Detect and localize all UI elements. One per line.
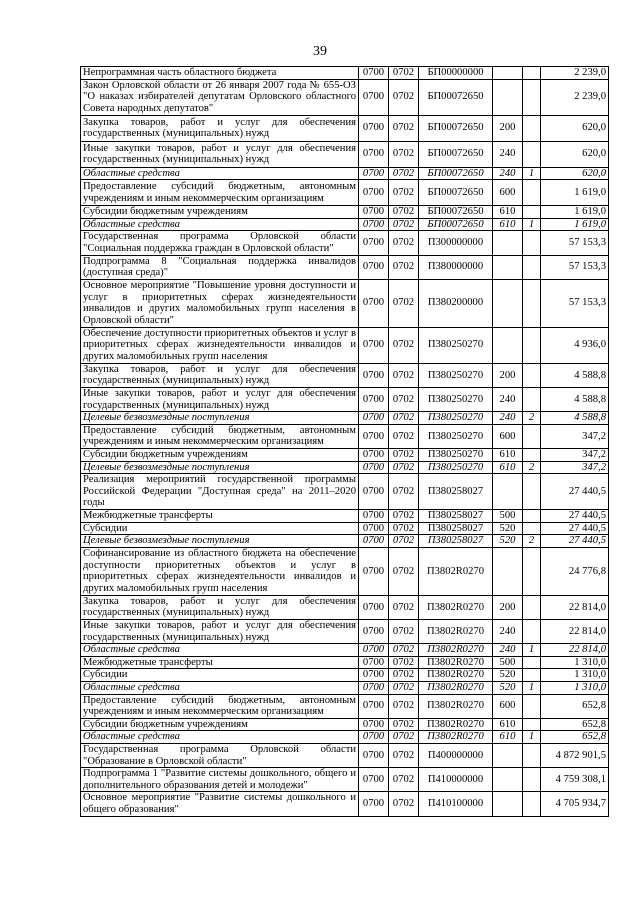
amount-cell: 4 872 901,5 (541, 744, 609, 768)
table-row (81, 744, 609, 768)
funding-source-cell (523, 744, 541, 768)
expense-type-cell: 520 (493, 669, 523, 682)
subsection-code-cell: 0702 (389, 669, 419, 682)
item-name-cell: Областные средства (81, 682, 359, 695)
section-code-cell: 0700 (359, 387, 389, 411)
table-row (81, 141, 609, 167)
expense-type-cell: 200 (493, 363, 523, 387)
expense-type-cell (493, 231, 523, 255)
section-code-cell: 0700 (359, 279, 389, 327)
amount-cell: 57 153,3 (541, 231, 609, 255)
subsection-code-cell: 0702 (389, 656, 419, 669)
target-article-cell: П380250270 (419, 327, 493, 363)
funding-source-cell (523, 363, 541, 387)
amount-cell: 1 619,0 (541, 180, 609, 206)
expense-type-cell: 610 (493, 731, 523, 744)
amount-cell: 4 936,0 (541, 327, 609, 363)
target-article-cell: П3802R0270 (419, 547, 493, 595)
amount-cell: 652,8 (541, 718, 609, 731)
target-article-cell: П380250270 (419, 412, 493, 425)
section-code-cell: 0700 (359, 218, 389, 231)
target-article-cell: БП00072650 (419, 79, 493, 115)
expense-type-cell: 240 (493, 141, 523, 167)
item-name-cell: Закупка товаров, работ и услуг для обеспечения государственных (муниципальных) нужд (81, 115, 359, 141)
item-name-cell: Закупка товаров, работ и услуг для обеспечения государственных (муниципальных) нужд (81, 363, 359, 387)
funding-source-cell (523, 669, 541, 682)
section-code-cell: 0700 (359, 412, 389, 425)
subsection-code-cell: 0702 (389, 412, 419, 425)
subsection-code-cell: 0702 (389, 620, 419, 644)
target-article-cell: П380250270 (419, 363, 493, 387)
section-code-cell: 0700 (359, 206, 389, 219)
subsection-code-cell: 0702 (389, 547, 419, 595)
funding-source-cell (523, 474, 541, 510)
funding-source-cell (523, 522, 541, 535)
expense-type-cell (493, 327, 523, 363)
section-code-cell: 0700 (359, 510, 389, 523)
table-row (81, 731, 609, 744)
expense-type-cell: 600 (493, 694, 523, 718)
target-article-cell: П3802R0270 (419, 656, 493, 669)
funding-source-cell (523, 718, 541, 731)
item-name-cell: Областные средства (81, 644, 359, 657)
section-code-cell: 0700 (359, 522, 389, 535)
expense-type-cell (493, 79, 523, 115)
expense-type-cell: 600 (493, 180, 523, 206)
table-row (81, 595, 609, 619)
target-article-cell: П410000000 (419, 768, 493, 792)
expense-type-cell: 520 (493, 522, 523, 535)
funding-source-cell (523, 387, 541, 411)
item-name-cell: Подпрограмма 1 "Развитие системы дошкольного, общего и дополнительного образования детей и молодежи" (81, 768, 359, 792)
item-name-cell: Подпрограмма 8 "Социальная поддержка инвалидов (доступная среда)" (81, 255, 359, 279)
target-article-cell: БП00000000 (419, 67, 493, 80)
expense-type-cell: 240 (493, 644, 523, 657)
item-name-cell: Областные средства (81, 167, 359, 180)
section-code-cell: 0700 (359, 231, 389, 255)
expense-type-cell: 240 (493, 412, 523, 425)
table-row (81, 206, 609, 219)
funding-source-cell (523, 792, 541, 816)
funding-source-cell (523, 656, 541, 669)
target-article-cell: П380258027 (419, 535, 493, 548)
section-code-cell: 0700 (359, 694, 389, 718)
funding-source-cell (523, 768, 541, 792)
subsection-code-cell: 0702 (389, 167, 419, 180)
expense-type-cell (493, 255, 523, 279)
item-name-cell: Целевые безвозмездные поступления (81, 461, 359, 474)
expense-type-cell: 200 (493, 595, 523, 619)
subsection-code-cell: 0702 (389, 387, 419, 411)
amount-cell: 27 440,5 (541, 510, 609, 523)
expense-type-cell: 240 (493, 387, 523, 411)
item-name-cell: Предоставление субсидий бюджетным, автономным учреждениям и иным некоммерческим организациям (81, 694, 359, 718)
section-code-cell: 0700 (359, 180, 389, 206)
table-body (81, 67, 609, 817)
subsection-code-cell: 0702 (389, 255, 419, 279)
amount-cell: 22 814,0 (541, 595, 609, 619)
amount-cell: 4 588,8 (541, 412, 609, 425)
section-code-cell: 0700 (359, 669, 389, 682)
item-name-cell: Субсидии бюджетным учреждениям (81, 448, 359, 461)
expense-type-cell: 520 (493, 535, 523, 548)
subsection-code-cell: 0702 (389, 731, 419, 744)
expense-type-cell (493, 279, 523, 327)
funding-source-cell (523, 448, 541, 461)
funding-source-cell (523, 180, 541, 206)
target-article-cell: П3802R0270 (419, 694, 493, 718)
funding-source-cell (523, 115, 541, 141)
subsection-code-cell: 0702 (389, 141, 419, 167)
funding-source-cell: 2 (523, 535, 541, 548)
table-row (81, 327, 609, 363)
section-code-cell: 0700 (359, 731, 389, 744)
subsection-code-cell: 0702 (389, 279, 419, 327)
item-name-cell: Субсидии бюджетным учреждениям (81, 718, 359, 731)
table-row (81, 768, 609, 792)
subsection-code-cell: 0702 (389, 474, 419, 510)
subsection-code-cell: 0702 (389, 595, 419, 619)
section-code-cell: 0700 (359, 644, 389, 657)
subsection-code-cell: 0702 (389, 461, 419, 474)
amount-cell: 2 239,0 (541, 67, 609, 80)
table-row (81, 644, 609, 657)
expense-type-cell: 500 (493, 510, 523, 523)
expense-type-cell: 520 (493, 682, 523, 695)
expense-type-cell (493, 474, 523, 510)
funding-source-cell (523, 255, 541, 279)
section-code-cell: 0700 (359, 656, 389, 669)
table-row (81, 115, 609, 141)
funding-source-cell: 1 (523, 682, 541, 695)
funding-source-cell (523, 620, 541, 644)
subsection-code-cell: 0702 (389, 535, 419, 548)
expense-type-cell (493, 768, 523, 792)
amount-cell: 620,0 (541, 141, 609, 167)
item-name-cell: Обеспечение доступности приоритетных объектов и услуг в приоритетных сферах жизнедеятельности инвалидов и других маломобильных групп населения (81, 327, 359, 363)
table-row (81, 448, 609, 461)
table-row (81, 522, 609, 535)
expense-type-cell: 240 (493, 167, 523, 180)
section-code-cell: 0700 (359, 682, 389, 695)
funding-source-cell: 2 (523, 412, 541, 425)
item-name-cell: Субсидии (81, 669, 359, 682)
funding-source-cell (523, 547, 541, 595)
target-article-cell: П380258027 (419, 474, 493, 510)
table-row (81, 547, 609, 595)
subsection-code-cell: 0702 (389, 792, 419, 816)
table-row (81, 67, 609, 80)
target-article-cell: БП00072650 (419, 141, 493, 167)
expense-type-cell (493, 547, 523, 595)
target-article-cell: П410100000 (419, 792, 493, 816)
subsection-code-cell: 0702 (389, 694, 419, 718)
target-article-cell: П380258027 (419, 510, 493, 523)
section-code-cell: 0700 (359, 768, 389, 792)
expense-type-cell: 610 (493, 206, 523, 219)
subsection-code-cell: 0702 (389, 522, 419, 535)
subsection-code-cell: 0702 (389, 768, 419, 792)
amount-cell: 2 239,0 (541, 79, 609, 115)
item-name-cell: Государственная программа Орловской области "Образование в Орловской области" (81, 744, 359, 768)
expense-type-cell: 610 (493, 718, 523, 731)
table-row (81, 231, 609, 255)
amount-cell: 347,2 (541, 448, 609, 461)
table-row (81, 718, 609, 731)
target-article-cell: П380258027 (419, 522, 493, 535)
section-code-cell: 0700 (359, 424, 389, 448)
funding-source-cell (523, 231, 541, 255)
item-name-cell: Софинансирование из областного бюджета на обеспечение доступности приоритетных объектов и услуг в приоритетных сферах жизнедеятельности инвалидов и других маломобильных групп населения (81, 547, 359, 595)
expense-type-cell (493, 792, 523, 816)
section-code-cell: 0700 (359, 461, 389, 474)
expense-type-cell (493, 744, 523, 768)
amount-cell: 4 705 934,7 (541, 792, 609, 816)
amount-cell: 620,0 (541, 167, 609, 180)
funding-source-cell: 1 (523, 167, 541, 180)
expense-type-cell: 500 (493, 656, 523, 669)
budget-table (80, 66, 609, 817)
section-code-cell: 0700 (359, 718, 389, 731)
table-row (81, 255, 609, 279)
subsection-code-cell: 0702 (389, 79, 419, 115)
subsection-code-cell: 0702 (389, 424, 419, 448)
amount-cell: 27 440,5 (541, 522, 609, 535)
subsection-code-cell: 0702 (389, 327, 419, 363)
table-row (81, 694, 609, 718)
amount-cell: 1 310,0 (541, 669, 609, 682)
funding-source-cell: 1 (523, 731, 541, 744)
target-article-cell: П3802R0270 (419, 620, 493, 644)
subsection-code-cell: 0702 (389, 682, 419, 695)
funding-source-cell (523, 141, 541, 167)
item-name-cell: Закупка товаров, работ и услуг для обеспечения государственных (муниципальных) нужд (81, 595, 359, 619)
amount-cell: 652,8 (541, 731, 609, 744)
table-row (81, 474, 609, 510)
subsection-code-cell: 0702 (389, 67, 419, 80)
item-name-cell: Иные закупки товаров, работ и услуг для обеспечения государственных (муниципальных) нужд (81, 141, 359, 167)
item-name-cell: Основное мероприятие "Повышение уровня доступности и услуг в приоритетных сферах жизнедеятельности инвалидов и других маломобильных групп населения в Орловской области" (81, 279, 359, 327)
section-code-cell: 0700 (359, 744, 389, 768)
section-code-cell: 0700 (359, 327, 389, 363)
funding-source-cell (523, 67, 541, 80)
subsection-code-cell: 0702 (389, 718, 419, 731)
amount-cell: 1 310,0 (541, 656, 609, 669)
amount-cell: 1 619,0 (541, 206, 609, 219)
funding-source-cell (523, 327, 541, 363)
target-article-cell: П3802R0270 (419, 595, 493, 619)
item-name-cell: Межбюджетные трансферты (81, 656, 359, 669)
expense-type-cell: 240 (493, 620, 523, 644)
item-name-cell: Предоставление субсидий бюджетным, автономным учреждениям и иным некоммерческим организациям (81, 424, 359, 448)
item-name-cell: Целевые безвозмездные поступления (81, 412, 359, 425)
amount-cell: 4 588,8 (541, 363, 609, 387)
target-article-cell: П3802R0270 (419, 718, 493, 731)
item-name-cell: Закон Орловской области от 26 января 2007 года № 655-ОЗ "О наказах избирателей депутатам Орловского областного Совета народных депутатов" (81, 79, 359, 115)
target-article-cell: П380250270 (419, 387, 493, 411)
table-row (81, 656, 609, 669)
item-name-cell: Иные закупки товаров, работ и услуг для обеспечения государственных (муниципальных) нужд (81, 620, 359, 644)
amount-cell: 347,2 (541, 461, 609, 474)
subsection-code-cell: 0702 (389, 363, 419, 387)
target-article-cell: П380250270 (419, 461, 493, 474)
amount-cell: 22 814,0 (541, 644, 609, 657)
section-code-cell: 0700 (359, 547, 389, 595)
subsection-code-cell: 0702 (389, 510, 419, 523)
funding-source-cell (523, 79, 541, 115)
table-row (81, 535, 609, 548)
table-row (81, 682, 609, 695)
section-code-cell: 0700 (359, 620, 389, 644)
subsection-code-cell: 0702 (389, 218, 419, 231)
item-name-cell: Областные средства (81, 218, 359, 231)
amount-cell: 22 814,0 (541, 620, 609, 644)
target-article-cell: П3802R0270 (419, 644, 493, 657)
funding-source-cell (523, 694, 541, 718)
item-name-cell: Предоставление субсидий бюджетным, автономным учреждениям и иным некоммерческим организациям (81, 180, 359, 206)
table-row (81, 79, 609, 115)
section-code-cell: 0700 (359, 67, 389, 80)
section-code-cell: 0700 (359, 255, 389, 279)
item-name-cell: Субсидии бюджетным учреждениям (81, 206, 359, 219)
expense-type-cell: 600 (493, 424, 523, 448)
item-name-cell: Иные закупки товаров, работ и услуг для обеспечения государственных (муниципальных) нужд (81, 387, 359, 411)
funding-source-cell: 2 (523, 461, 541, 474)
target-article-cell: П3802R0270 (419, 669, 493, 682)
amount-cell: 27 440,5 (541, 474, 609, 510)
amount-cell: 24 776,8 (541, 547, 609, 595)
funding-source-cell (523, 424, 541, 448)
subsection-code-cell: 0702 (389, 744, 419, 768)
funding-source-cell: 1 (523, 644, 541, 657)
item-name-cell: Реализация мероприятий государственной программы Российской Федерации "Доступная среда" на 2011–2020 годы (81, 474, 359, 510)
table-row (81, 461, 609, 474)
amount-cell: 1 619,0 (541, 218, 609, 231)
subsection-code-cell: 0702 (389, 115, 419, 141)
table-row (81, 218, 609, 231)
target-article-cell: П380000000 (419, 255, 493, 279)
expense-type-cell: 610 (493, 448, 523, 461)
item-name-cell: Областные средства (81, 731, 359, 744)
section-code-cell: 0700 (359, 595, 389, 619)
amount-cell: 4 759 308,1 (541, 768, 609, 792)
table-row (81, 424, 609, 448)
funding-source-cell: 1 (523, 218, 541, 231)
table-row (81, 167, 609, 180)
subsection-code-cell: 0702 (389, 206, 419, 219)
amount-cell: 1 310,0 (541, 682, 609, 695)
target-article-cell: П380200000 (419, 279, 493, 327)
section-code-cell: 0700 (359, 448, 389, 461)
table-row (81, 792, 609, 816)
page-number: 39 (313, 44, 327, 59)
funding-source-cell (523, 279, 541, 327)
funding-source-cell (523, 206, 541, 219)
amount-cell: 652,8 (541, 694, 609, 718)
section-code-cell: 0700 (359, 535, 389, 548)
target-article-cell: БП00072650 (419, 180, 493, 206)
subsection-code-cell: 0702 (389, 448, 419, 461)
subsection-code-cell: 0702 (389, 231, 419, 255)
table-row (81, 412, 609, 425)
target-article-cell: П380250270 (419, 424, 493, 448)
target-article-cell: П400000000 (419, 744, 493, 768)
item-name-cell: Основное мероприятие "Развитие системы дошкольного и общего образования" (81, 792, 359, 816)
amount-cell: 347,2 (541, 424, 609, 448)
amount-cell: 27 440,5 (541, 535, 609, 548)
section-code-cell: 0700 (359, 363, 389, 387)
section-code-cell: 0700 (359, 141, 389, 167)
funding-source-cell (523, 510, 541, 523)
item-name-cell: Целевые безвозмездные поступления (81, 535, 359, 548)
target-article-cell: БП00072650 (419, 218, 493, 231)
table-row (81, 510, 609, 523)
target-article-cell: П3802R0270 (419, 731, 493, 744)
item-name-cell: Государственная программа Орловской области "Социальная поддержка граждан в Орловской области" (81, 231, 359, 255)
target-article-cell: П300000000 (419, 231, 493, 255)
section-code-cell: 0700 (359, 115, 389, 141)
amount-cell: 4 588,8 (541, 387, 609, 411)
item-name-cell: Межбюджетные трансферты (81, 510, 359, 523)
section-code-cell: 0700 (359, 167, 389, 180)
expense-type-cell (493, 67, 523, 80)
target-article-cell: БП00072650 (419, 167, 493, 180)
table-row (81, 620, 609, 644)
amount-cell: 57 153,3 (541, 279, 609, 327)
target-article-cell: П3802R0270 (419, 682, 493, 695)
expense-type-cell: 610 (493, 461, 523, 474)
item-name-cell: Непрограммная часть областного бюджета (81, 67, 359, 80)
subsection-code-cell: 0702 (389, 644, 419, 657)
item-name-cell: Субсидии (81, 522, 359, 535)
table-row (81, 387, 609, 411)
target-article-cell: П380250270 (419, 448, 493, 461)
target-article-cell: БП00072650 (419, 206, 493, 219)
table-row (81, 180, 609, 206)
table-row (81, 279, 609, 327)
table-row (81, 669, 609, 682)
table-row (81, 363, 609, 387)
section-code-cell: 0700 (359, 79, 389, 115)
target-article-cell: БП00072650 (419, 115, 493, 141)
expense-type-cell: 200 (493, 115, 523, 141)
amount-cell: 57 153,3 (541, 255, 609, 279)
expense-type-cell: 610 (493, 218, 523, 231)
subsection-code-cell: 0702 (389, 180, 419, 206)
section-code-cell: 0700 (359, 792, 389, 816)
section-code-cell: 0700 (359, 474, 389, 510)
amount-cell: 620,0 (541, 115, 609, 141)
funding-source-cell (523, 595, 541, 619)
